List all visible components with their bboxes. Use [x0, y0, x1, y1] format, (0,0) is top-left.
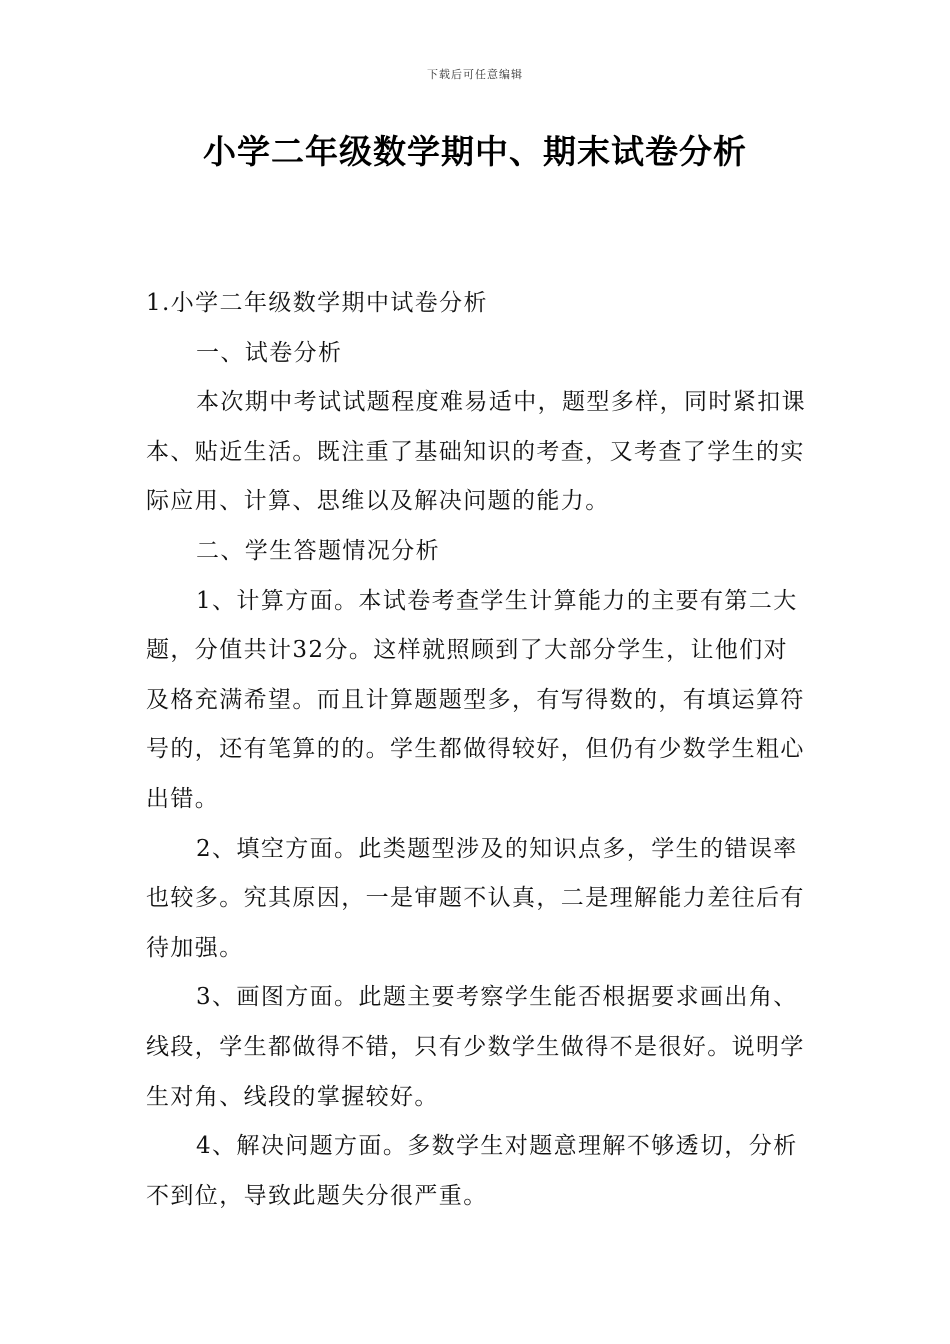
header-note: 下载后可任意编辑 — [427, 68, 523, 81]
paragraph-calculation: 1、计算方面。本试卷考查学生计算能力的主要有第二大题，分值共计32分。这样就照顾到了大部分学生，让他们对及格充满希望。而且计算题题型多，有写得数的，有填运算符号的，还有笔算的的。学生都做得较好，但仍有少数学生粗心出错。 — [146, 587, 805, 812]
document-body — [146, 279, 811, 1221]
paragraph-problem-solving: 4、解决问题方面。多数学生对题意理解不够透切，分析不到位，导致此题失分很严重。 — [146, 1133, 798, 1209]
paragraph-fill-blank: 2、填空方面。此类题型涉及的知识点多，学生的错误率也较多。究其原因，一是审题不认真，二是理解能力差往后有待加强。 — [146, 835, 805, 961]
section-heading: 1.小学二年级数学期中试卷分析 — [146, 290, 488, 316]
subheading-paper-analysis: 一、试卷分析 — [196, 339, 343, 366]
document-title: 小学二年级数学期中、期末试卷分析 — [203, 132, 747, 171]
paragraph-paper-analysis: 本次期中考试试题程度难易适中，题型多样，同时紧扣课本、贴近生活。既注重了基础知识的考查，又考查了学生的实际应用、计算、思维以及解决问题的能力。 — [146, 389, 806, 515]
subheading-answer-analysis: 二、学生答题情况分析 — [196, 537, 440, 564]
paragraph-drawing: 3、画图方面。此题主要考察学生能否根据要求画出角、线段，学生都做得不错，只有少数学生做得不是很好。说明学生对角、线段的掌握较好。 — [146, 984, 805, 1110]
